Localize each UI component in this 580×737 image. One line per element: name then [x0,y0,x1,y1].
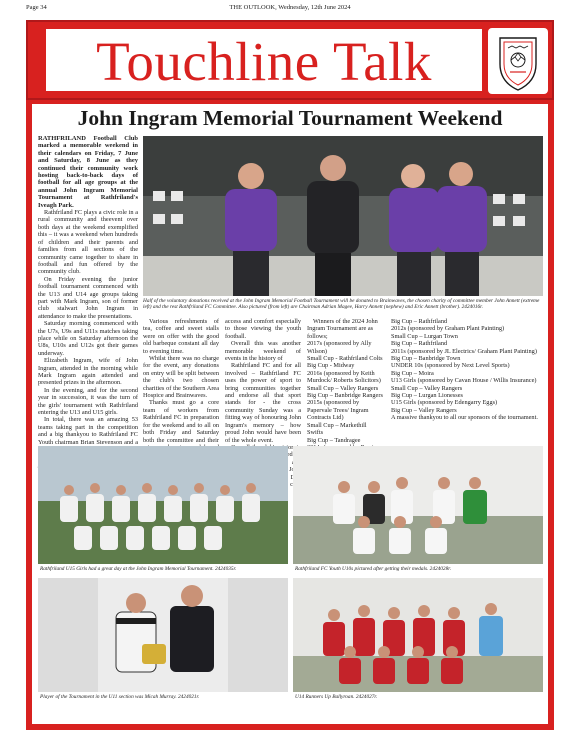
club-crest-icon [488,28,548,94]
winner-line: Small Cup – Valley Rangers [307,384,379,392]
winner-line: Big Cup – Banbridge Town [391,355,461,363]
winner-line: Small Cup – Markethill Swifts [307,421,367,437]
article-lede: RATHFRILAND Football Club marked a memorable weekend in their calendars on Friday, 7 June and Saturday, 8 June as they continued their community work hosting back-to-back days of football for all age groups at the annual John Ingram Memorial Tournament at Rathfriland's Iveagh Park. [38,135,138,209]
winner-line: U13 Girls (sponsored by Cavan House / Willis Insurance) [391,377,537,385]
article-paragraph: access and comfort especially to those viewing the youth football. [225,318,301,340]
article-paragraph: Saturday morning commenced with the U7s, U9s and U11s matches taking place while on Saturday afternoon the U8s, U10s and U12s got their games underway. [38,320,138,357]
winner-line: Small Cup - Rathfriland Colts [307,355,383,363]
winner-line: Small Cup – Valley Rangers [391,384,463,392]
hero-photo [143,136,543,296]
article-paragraph: In total, there was an amazing 53 teams taking part in the competition and a big thankyou to Rathfriland FC Youth chairman Brian Stevenson and a [38,416,138,446]
article-paragraph: Rathfriland FC and for all involved – Rathfriland FC uses the power of sport to bring communities together and endorse all that sport stands for - the cross community Sunday was a fitting way of honouring John Ingram's memory – how proud John would have been of the whole event. [225,362,301,444]
article-paragraph: In the evening, and for the second year in succession, it was the turn of the girls' tournament with Rathfriland entering the U13 and U15 girls. [38,386,138,417]
winner-line: U15 Girls (sponsored by Edengarry Eggs) [391,399,498,407]
winner-line: Big Cup - Midway [307,362,355,370]
winner-line: Big Cup – Valley Rangers [391,406,457,414]
article-headline: John Ingram Memorial Tournament Weekend [77,106,503,130]
winner-line: 2015s (sponsored by Papervale Trees/ Ingram Contracts Ltd) [307,399,369,422]
article-column-4 [307,318,383,448]
article-column-3 [225,318,301,448]
u13-girls-photo [38,446,288,564]
article-paragraph: Overall this was another memorable weekend of events in the history of [225,340,301,363]
winner-line: 2011s (sponsored by JL Electrics/ Graham Plant Painting) [391,347,537,355]
article-paragraph: On Friday evening the junior football tournament commenced with the U13 and U14 age groups taking part with Mark Ingram, son of former club stalwart John Ingram in attendance to make the presentations. [38,275,138,320]
article-column-5 [391,318,541,448]
winner-line: UNDER 10s (sponsored by Next Level Sports) [391,362,510,370]
article-paragraph: Whilst there was no charge for the event, any donations on entry will be split between the club's two chosen charities of the Southern Area Hospice and Brainwaves. [143,355,219,400]
winner-line: Big Cup – Rathfriland [391,318,448,325]
winner-line: Small Cup – Lurgan Town [391,332,458,340]
player-of-tournament-photo [38,578,288,692]
touchline-banner [26,20,554,100]
u14-runners-up-caption: U14 Runners Up Ballyroan. 2424027r. [295,694,378,700]
hero-photo-caption: Half of the voluntary donations received at the John Ingram Memorial Football Tournament will be donated to Brainwaves, the chosen charity of committee member John Annett (extreme left) and the rest Rathfriland FC Committee. Also pictured (from left) are Chairman Adrian Magee, Harry Annett (nephew) and Eric Annett (brother). 2424016r. [143,298,540,311]
winners-intro: Winners of the 2024 John Ingram Tournament are as follows; [307,318,378,340]
u10s-caption: Rathfriland FC Youth U10s pictured after getting their medals. 2424028r. [295,566,452,572]
player-of-tournament-caption: Player of the Tournament in the U11 section was Micah Murray. 2424021r. [40,694,200,700]
page-number: Page 34 [26,4,47,11]
winner-line: 2012s (sponsored by Graham Plant Painting) [391,325,505,333]
article-paragraph: Elizabeth Ingram, wife of John Ingram, attended in the morning while Mark Ingram again attended and presented prizes in the afternoon. [38,357,138,387]
article-paragraph: Rathfriland FC plays a civic role in a rural community and theevent over both days at the weekend exemplified this – it was a weekend when hundreds of children and their parents and families from all sections of the community came together to share in football and fun offered by the community club. [38,209,138,276]
u14-runners-up-photo [293,578,543,692]
winner-line: Big Cup – Moira [391,369,434,377]
banner-inner [46,29,482,91]
article-paragraph: Various refreshments of tea, coffee and sweet stalls were on offer with the good old barbeque constant all day to evening time. [143,318,219,355]
folio [26,4,554,16]
winner-line: Big Cup – Rathfriland [391,340,448,348]
winner-line: 2016s (sponsored by Keith Murdock/ Roberts Solicitors) [307,369,381,385]
article-column-1 [38,135,138,447]
banner-title: Touchline Talk [96,31,432,92]
winner-line: Big Cup – Banbridge Rangers [307,392,383,400]
sponsor-thanks: A massive thankyou to all our sponsors of the tournament. [391,414,538,422]
winner-line: Big Cup – Tandragee [307,436,361,444]
winner-line: 2017s (sponsored by Ally Wilson) [307,340,372,355]
article-paragraph: Thanks must go a core team of workers from Rathfriland FC in preparation for the weekend and to all on both Friday and Saturday both the committee and their [143,399,219,444]
u10s-photo [293,446,543,564]
issue-line: THE OUTLOOK, Wednesday, 12th June 2024 [229,4,351,11]
u13-girls-caption: Rathfriland U15 Girls had a great day at the John Ingram Memorial Tournament. 2424035r. [40,566,237,572]
winner-line: Big Cup – Lurgan Lionesses [391,392,463,400]
article-column-2 [143,318,219,448]
